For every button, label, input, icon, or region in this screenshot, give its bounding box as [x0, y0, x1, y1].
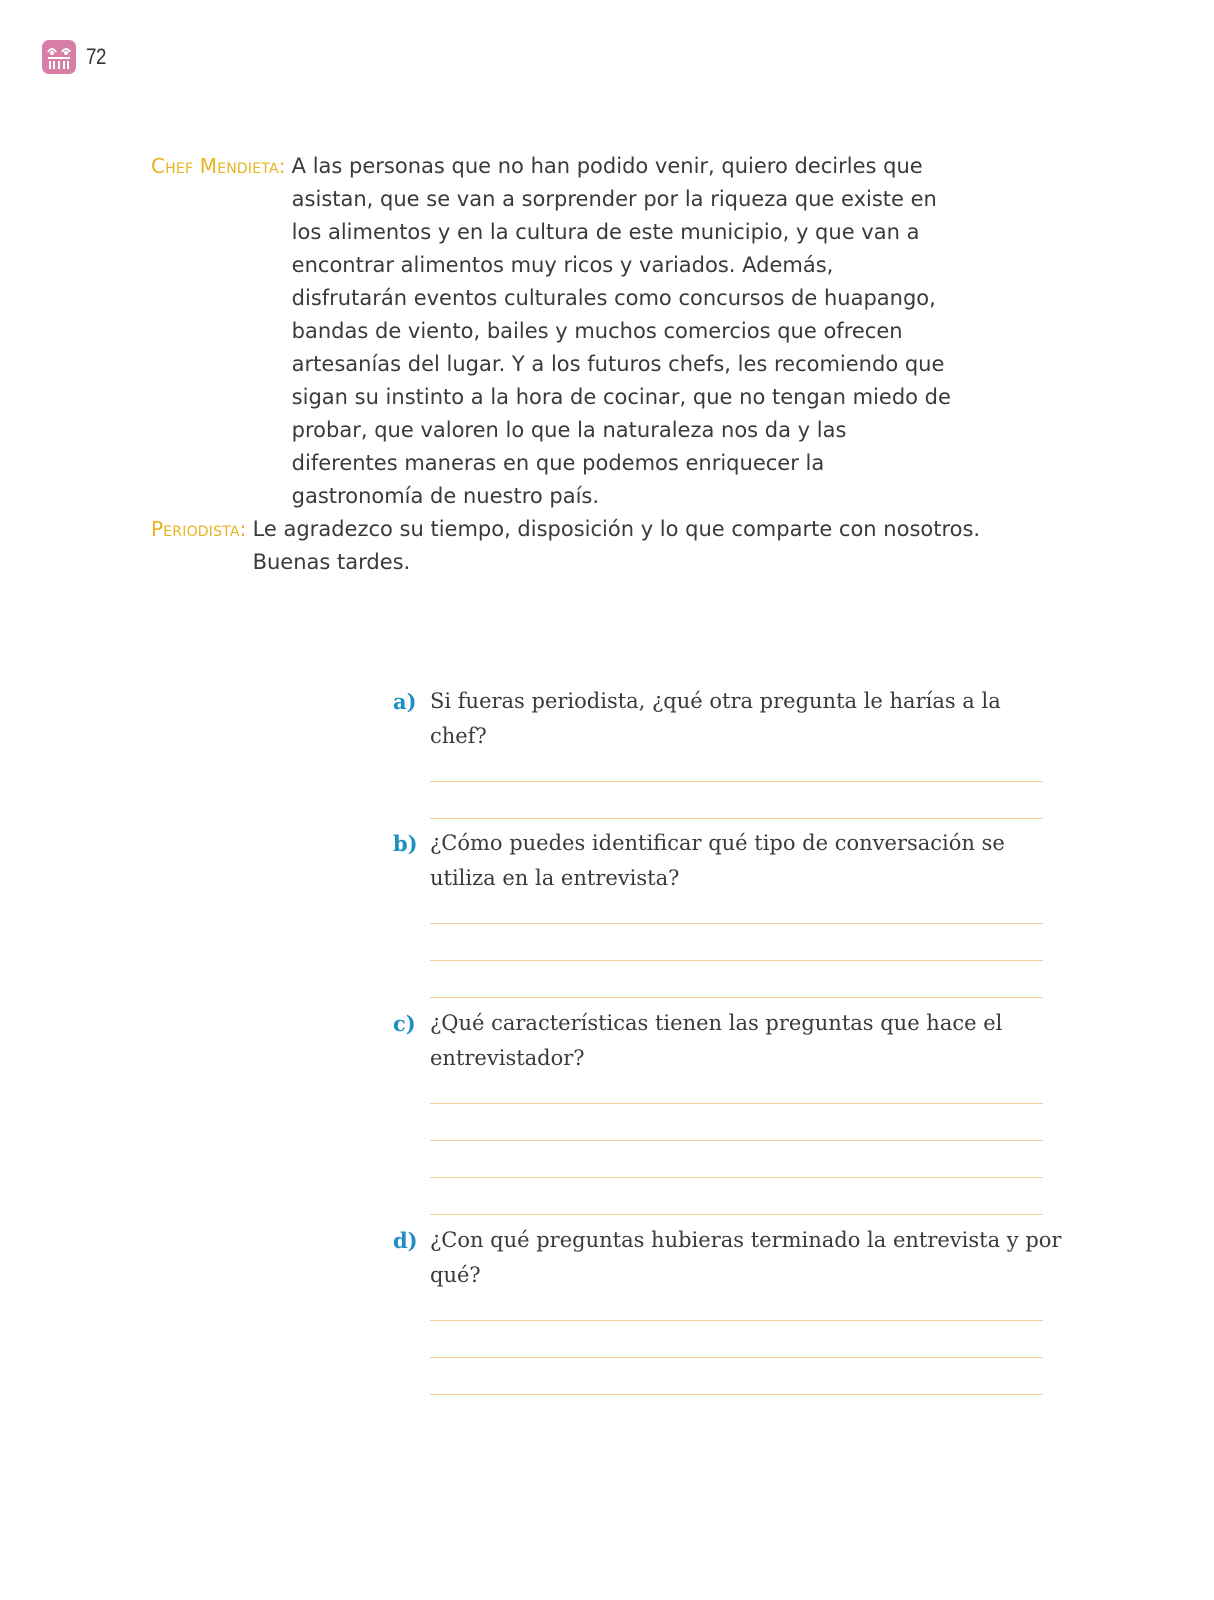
speaker-label: Periodista: — [151, 517, 247, 541]
dialogue-turn-chef — [151, 150, 1031, 513]
page-header — [42, 40, 109, 74]
answer-line[interactable] — [430, 1177, 1043, 1178]
pink-glyph-logo-icon — [42, 40, 76, 74]
question-text: ¿Qué características tienen las preguntas que hace el entrevistador? — [430, 1011, 1003, 1070]
speech-text: A las personas que no han podido venir, quiero decirles que asistan, que se van a sorprender por la riqueza que existe en los alimentos y en la cultura de este municipio, y que van a encontrar alimentos muy ricos y variados. Además, disfrutarán eventos culturales como concursos de huapango, bandas de viento, bailes y muchos comercios que ofrecen artesanías del lugar. Y a los futuros chefs, les recomiendo que sigan su instinto a la hora de cocinar, que no tengan miedo de probar, que valoren lo que la naturaleza nos da y las diferentes maneras en que podemos enriquecer la gastronomía de nuestro país. — [291, 154, 951, 508]
answer-line[interactable] — [430, 1320, 1043, 1321]
answer-line[interactable] — [430, 1214, 1043, 1215]
answer-line[interactable] — [430, 1394, 1043, 1395]
question-d — [393, 1223, 1063, 1293]
answer-line[interactable] — [430, 1103, 1043, 1104]
question-text: ¿Con qué preguntas hubieras terminado la entrevista y por qué? — [430, 1228, 1062, 1287]
question-c — [393, 1006, 1063, 1076]
dialogue-turn-periodista — [151, 513, 1031, 579]
speech-text: Le agradezco su tiempo, disposición y lo que comparte con nosotros. Buenas tardes. — [252, 517, 981, 574]
question-letter: b) — [393, 831, 418, 856]
question-letter: c) — [393, 1011, 416, 1036]
question-b — [393, 826, 1063, 896]
answer-line[interactable] — [430, 923, 1043, 924]
question-letter: a) — [393, 689, 417, 714]
question-text: ¿Cómo puedes identificar qué tipo de conversación se utiliza en la entrevista? — [430, 831, 1005, 890]
answer-line[interactable] — [430, 997, 1043, 998]
answer-line[interactable] — [430, 818, 1043, 819]
answer-line[interactable] — [430, 781, 1043, 782]
question-letter: d) — [393, 1228, 418, 1253]
answer-line[interactable] — [430, 1357, 1043, 1358]
question-text: Si fueras periodista, ¿qué otra pregunta le harías a la chef? — [430, 689, 1001, 748]
interview-dialogue — [151, 150, 1031, 579]
answer-line[interactable] — [430, 960, 1043, 961]
question-a — [393, 684, 1063, 754]
answer-line[interactable] — [430, 1140, 1043, 1141]
page-number: 72 — [86, 44, 106, 69]
speaker-label: Chef Mendieta: — [151, 154, 286, 178]
